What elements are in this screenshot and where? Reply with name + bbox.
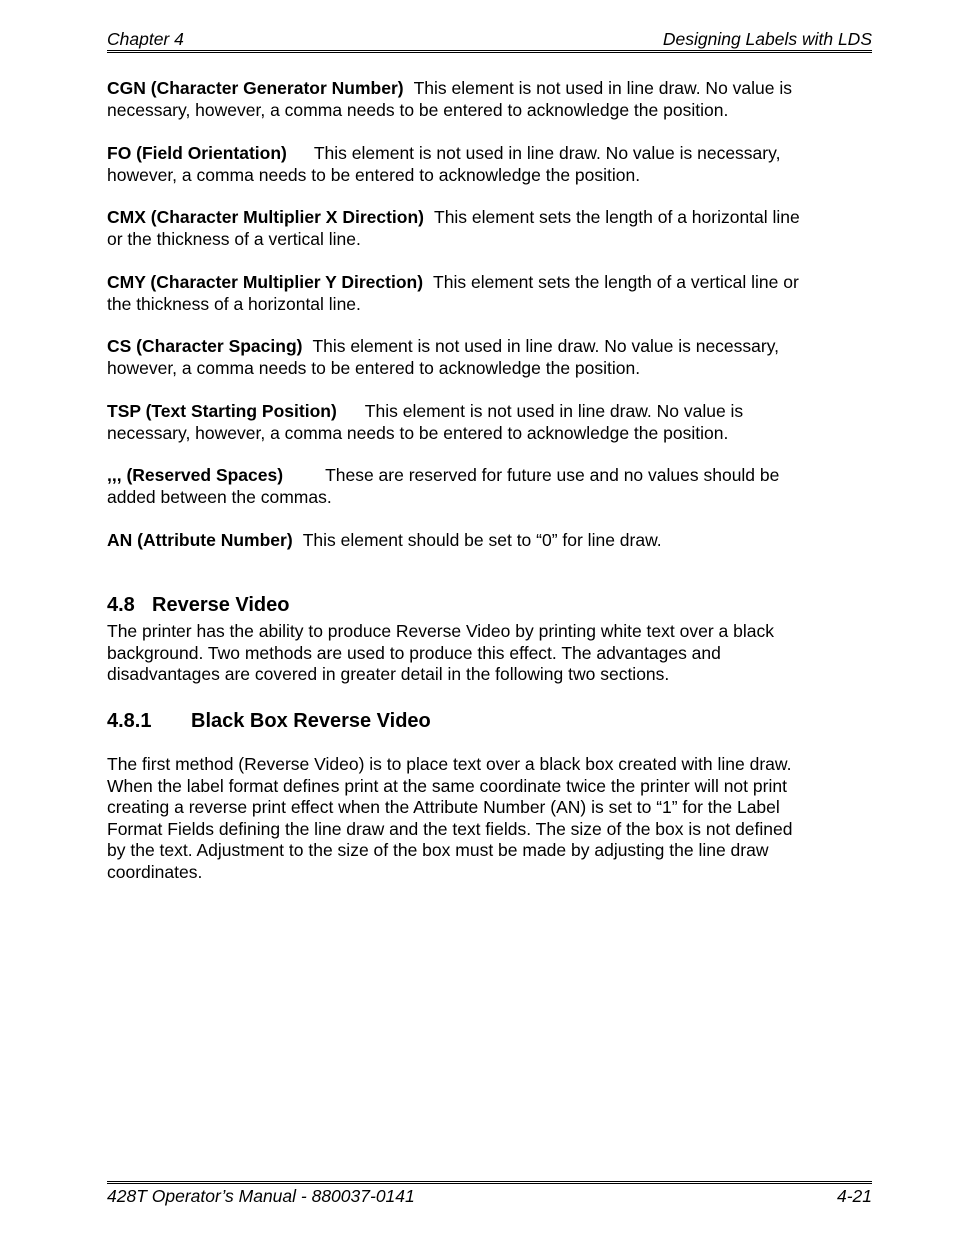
field-an (107, 530, 872, 552)
field-desc-line1: This element is not used in line draw. No value is (364, 401, 744, 421)
field-term: TSP (Text Starting Position) (107, 401, 337, 421)
footer-manual: 428T Operator’s Manual - 880037-0141 (107, 1186, 415, 1206)
body-line: Format Fields defining the line draw and the text fields. The size of the box is not defined (107, 818, 793, 839)
footer-rule (107, 1181, 872, 1184)
body-line: The first method (Reverse Video) is to place text over a black box created with line draw. (107, 754, 792, 774)
field-fo (107, 143, 872, 186)
footer-page-number: 4-21 (836, 1186, 872, 1206)
body-line: background. Two methods are used to produce this effect. The advantages and (107, 642, 721, 663)
body-line: The printer has the ability to produce Reverse Video by printing white text over a black (107, 621, 774, 641)
field-desc-line1: This element sets the length of a vertical line or (433, 272, 799, 292)
section-title: Black Box Reverse Video (191, 710, 431, 732)
field-desc-line1: These are reserved for future use and no values should be (325, 465, 780, 485)
field-term: CS (Character Spacing) (107, 336, 303, 356)
field-desc-line1: This element sets the length of a horizontal line (434, 207, 800, 227)
section-4-8-body (107, 621, 872, 686)
field-desc-line2: necessary, however, a comma needs to be entered to acknowledge the position. (107, 99, 729, 120)
page-footer (107, 1185, 872, 1207)
field-desc-line1: This element is not used in line draw. No value is necessary, (313, 143, 781, 163)
field-desc-line1: This element should be set to “0” for line draw. (302, 530, 662, 550)
field-term: AN (Attribute Number) (107, 530, 293, 550)
section-heading-4-8 (107, 593, 290, 617)
field-cgn (107, 78, 872, 121)
header-rule (107, 50, 872, 53)
field-term: CMX (Character Multiplier X Direction) (107, 207, 424, 227)
field-desc-line1: This element is not used in line draw. No value is (413, 78, 792, 98)
document-page (107, 0, 872, 1235)
field-desc-line1: This element is not used in line draw. No value is necessary, (312, 336, 780, 356)
body-line: coordinates. (107, 861, 203, 882)
field-tsp (107, 401, 872, 444)
body-line: When the label format defines print at the same coordinate twice the printer will not print (107, 775, 787, 796)
field-desc-line2: the thickness of a horizontal line. (107, 293, 361, 314)
field-cs (107, 336, 872, 379)
header-title: Designing Labels with LDS (662, 29, 872, 49)
field-term: FO (Field Orientation) (107, 143, 287, 163)
field-desc-line2: however, a comma needs to be entered to acknowledge the position. (107, 164, 641, 185)
section-number: 4.8 (107, 594, 135, 616)
field-term: CMY (Character Multiplier Y Direction) (107, 272, 424, 292)
body-line: by the text. Adjustment to the size of the box must be made by adjusting the line draw (107, 840, 769, 861)
section-4-8-1-body (107, 754, 872, 884)
section-number: 4.8.1 (107, 710, 152, 732)
field-reserved-spaces (107, 465, 872, 508)
field-cmy (107, 272, 872, 315)
page-header (107, 28, 872, 50)
field-term: CGN (Character Generator Number) (107, 78, 404, 98)
body-line: disadvantages are covered in greater detail in the following two sections. (107, 664, 670, 685)
body-line: creating a reverse print effect when the Attribute Number (AN) is set to “1” for the Label (107, 797, 780, 818)
field-desc-line2: added between the commas. (107, 486, 332, 507)
section-heading-4-8-1 (107, 709, 431, 733)
field-desc-line2: or the thickness of a vertical line. (107, 228, 361, 249)
field-desc-line2: however, a comma needs to be entered to acknowledge the position. (107, 357, 641, 378)
header-chapter: Chapter 4 (107, 29, 184, 49)
field-desc-line2: necessary, however, a comma needs to be entered to acknowledge the position. (107, 422, 729, 443)
field-cmx (107, 207, 872, 250)
section-title: Reverse Video (152, 594, 290, 616)
field-term: ,,, (Reserved Spaces) (107, 465, 284, 485)
